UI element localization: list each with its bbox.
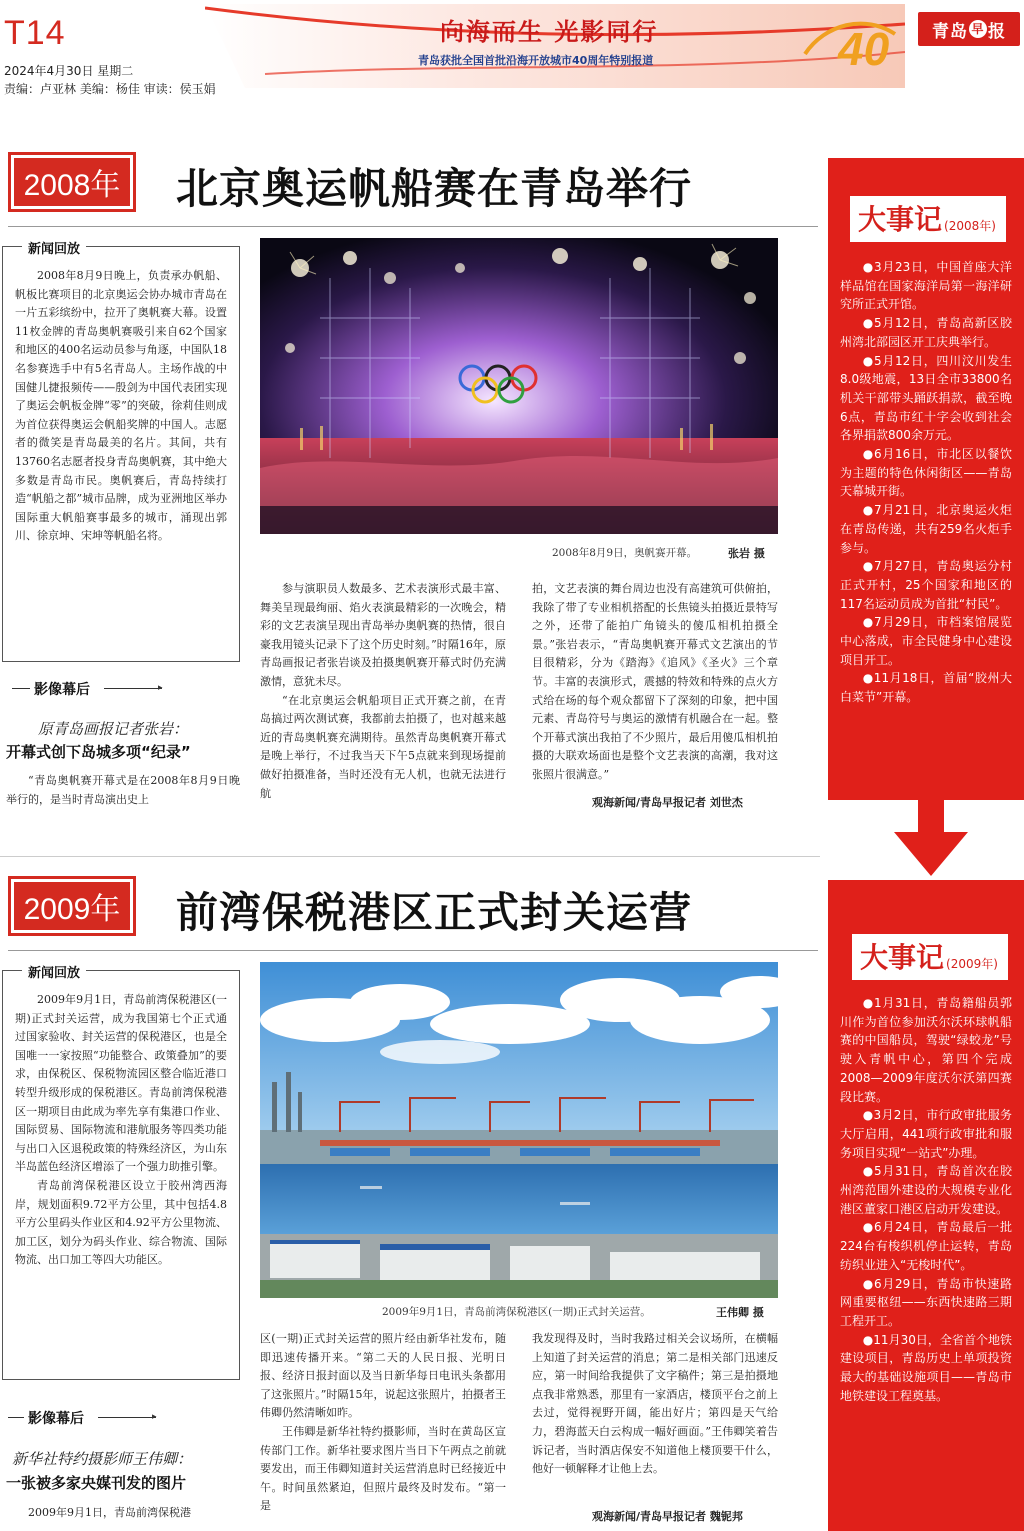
news-review-box — [2, 970, 240, 1380]
news-review-label: 新闻回放 — [22, 238, 86, 257]
interviewee-title: 原青岛画报记者张岩： — [38, 720, 189, 738]
opening-ceremony-photo — [260, 238, 778, 534]
chronicle-event: ●3月23日，中国首座大洋样品馆在国家海洋局第一海洋研究所正式开馆。 — [840, 260, 1012, 312]
photo-credit-2008: 张岩 摄 — [728, 547, 765, 560]
chronicle-event: ●7月21日，北京奥运火炬在青岛传递，共有259名火炬手参与。 — [840, 503, 1012, 555]
arrow-right-icon: ▸ — [158, 683, 163, 693]
chronicle-event: ●5月12日，四川汶川发生8.0级地震，13日全市33800名机关干部带头踊跃捐款，截至晚6点，青岛市红十字会收到社会各界捐款800余万元。 — [840, 353, 1012, 443]
chronicle-event: ●6月16日，市北区以餐饮为主题的特色休闲街区——青岛天幕城开街。 — [840, 447, 1012, 499]
interview-intro: 2009年9月1日，青岛前湾保税港 — [28, 1506, 191, 1519]
year-badge-2009 — [8, 876, 136, 936]
news-review-label: 新闻回放 — [22, 962, 86, 981]
article-column-2-2009: 我发现得及时，当时我路过相关会议场所，在横幅上知道了封关运营的消息；第二是相关部门迅速反应，第一时间给我提供了文字稿件；第三是拍摄地点我非常熟悉，那里有一家酒店，楼顶平台之前上去过，觉得视野开阔，能出好片；第四是天气给力，碧海蓝天白云构成一幅好画面。”王伟卿笑着告诉记者，当时酒店保安不知道他上楼顶要干什么，他好一顿解释才让他上去。 — [532, 1332, 778, 1476]
interview-headline: 一张被多家央媒刊发的图片 — [6, 1474, 187, 1492]
chronicle-events — [840, 258, 1012, 707]
chronicle-year: (2008年) — [944, 219, 996, 233]
staff-credits: 责编：卢亚林 美编：杨佳 审读：侯玉娟 — [4, 82, 216, 96]
chronicle-title-box — [850, 932, 1010, 982]
behind-scenes-label: 影像幕后 — [28, 1411, 84, 1427]
divider — [98, 1417, 156, 1418]
chronicle-event: ●3月2日，市行政审批服务大厅启用，441项行政审批和服务项目实现“一站式”办理。 — [840, 1108, 1012, 1160]
chronicle-title-box — [848, 194, 1008, 244]
logo-mark: 早 — [969, 20, 987, 38]
dateline: 2024年4月30日 星期二 — [4, 64, 134, 78]
divider — [8, 950, 818, 951]
logo-text-pre: 青岛 — [932, 21, 968, 42]
divider — [8, 1417, 24, 1418]
photo-caption-2009: 2009年9月1日，青岛前湾保税港区(一期)正式封关运营。 — [382, 1306, 651, 1318]
photo-credit-2009: 王伟卿 摄 — [716, 1306, 764, 1319]
arrow-right-icon: ▸ — [152, 1412, 157, 1422]
article-column-2-2008: 拍，文艺表演的舞台周边也没有高建筑可供俯拍，我除了带了专业相机搭配的长焦镜头拍摄近景特写之外，还带了能拍广角镜头的傻瓜相机拍摄全景。”张岩表示，“青岛奥帆赛开幕式文艺演出的节目很精彩，分为《踏海》《追风》《圣火》三个章节。丰富的表演形式，震撼的特效和特殊的点火方式给在场的每个观众都留下了深刻的印象，把中国元素、青岛符号与奥运的激情有机融合在一起。整个开幕式演出我拍了不少照片，最后用傻瓜相机拍摄的大联欢场面也是整个文艺表演的高潮，我对这张照片很满意。” — [532, 582, 778, 781]
chronicle-event: ●5月31日，青岛首次在胶州湾范围外建设的大规模专业化港区董家口港区启动开发建设。 — [840, 1164, 1012, 1216]
divider — [8, 226, 818, 227]
chronicle-event: ●7月27日，青岛奥运分村正式开村，25个国家和地区的117名运动员成为首批“村民”。 — [840, 559, 1012, 611]
chronicle-year: (2009年) — [946, 957, 998, 971]
article-column-1-2009: 区(一期)正式封关运营的照片经由新华社发布，随即迅速传播开来。“第二天的人民日报、光明日报、经济日报封面以及当日新华每日电讯头条都用了这张照片。”时隔15年，说起这张照片，拍摄者王伟卿仍然清晰如昨。 王伟卿是新华社特约摄影师，当时在黄岛区宣传部门工作。新华社要求图片当日下午两点之前就要发出，而王伟卿知道封关运营消息时已经接近中午。时间虽然紧迫，但照片最终及时发布。“第一是 — [260, 1332, 506, 1513]
interview-headline: 开幕式创下岛城多项“纪录” — [6, 743, 191, 761]
anniversary-badge: 40 — [838, 23, 890, 75]
byline-2008: 观海新闻/青岛早报记者 刘世杰 — [592, 796, 743, 809]
banner-title: 向海而生 光影同行 — [440, 18, 659, 46]
divider — [12, 688, 30, 689]
page-number: T14 — [4, 14, 66, 52]
chronicle-events — [840, 994, 1012, 1405]
news-review-box — [2, 246, 240, 662]
chronicle-event: ●7月29日，市档案馆展览中心落成，市全民健身中心建设项目开工。 — [840, 615, 1012, 667]
interview-intro: “青岛奥帆赛开幕式是在2008年8月9日晚举行的，是当时青岛演出史上 — [6, 774, 240, 806]
bonded-port-photo — [260, 962, 778, 1298]
year-badge-2008 — [8, 152, 136, 212]
article-column-1-2008: 参与演职员人数最多、艺术表演形式最丰富、舞美呈现最绚丽、焰火表演最精彩的一次晚会，精彩的文艺表演呈现出青岛举办奥帆赛的热情，很自豪我用镜头记录下了这个历史时刻。”时隔16年，原青岛画报记者张岩谈及拍摄奥帆赛开幕式时仍充满激情，意犹未尽。 “在北京奥运会帆船项目正式开赛之前，在青岛搞过两次测试赛，我都前去拍摄了，也对越来越近的青岛奥帆赛充满期待。虽然青岛奥帆赛开幕式是晚上举行，不过我当天下午5点就来到现场提前做好拍摄准备，当时还没有无人机，也就无法进行航 — [260, 582, 506, 800]
year-text: 2008年 — [14, 158, 130, 206]
headline-2008: 北京奥运帆船赛在青岛举行 — [176, 164, 693, 213]
photo-caption-2008: 2008年8月9日，奥帆赛开幕。 — [552, 547, 698, 559]
chronicle-event: ●5月12日，青岛高新区胶州湾北部园区开工庆典举行。 — [840, 316, 1012, 349]
chronicle-sidebar-2008 — [828, 158, 1024, 800]
banner-subtitle: 青岛获批全国首批沿海开放城市40周年特别报道 — [418, 54, 654, 67]
interviewee-title: 新华社特约摄影师王伟卿： — [12, 1450, 193, 1468]
chronicle-event: ●11月18日，首届“胶州大白菜节”开幕。 — [840, 671, 1012, 705]
divider — [104, 688, 162, 689]
chronicle-title: 大事记 — [860, 941, 945, 974]
news-review-text: 2008年8月9日晚上，负责承办帆船、帆板比赛项目的北京奥运会协办城市青岛在一片五彩缤纷中，拉开了奥帆赛大幕。设置11枚金牌的青岛奥帆赛吸引来自62个国家和地区的400名运动员参与角逐，中国队18名参赛选手中有5名青岛人。主场作战的中国健儿捷报频传——殷剑为中国代表团实现了奥运会帆板金牌“零”的突破，徐莉佳则成为首位获得奥运会帆船奖牌的中国人。志愿者的微笑是青岛最美的名片。其间，共有13760名志愿者投身青岛奥帆赛，其中绝大多数是青岛市民。奥帆赛后，青岛持续打造“帆船之都”城市品牌，成为亚洲地区举办国际重大帆船赛事最多的城市，涌现出郭川、徐京坤、宋坤等帆船名将。 — [15, 269, 227, 543]
arrow-down-icon — [894, 800, 968, 876]
headline-2009: 前湾保税港区正式封关运营 — [176, 888, 693, 937]
year-text: 2009年 — [14, 882, 130, 930]
news-review-text: 2009年9月1日，青岛前湾保税港区(一期)正式封关运营，成为我国第七个正式通过国家验收、封关运营的保税港区，也是全国唯一一家按照“功能整合、政策叠加”的要求，由保税区、保税物流园区整合临近港口转型升级形成的保税港区。青岛前湾保税港区一期项目由此成为率先享有集港口作业、国际贸易、国际物流和港航服务等四类功能与出口入区退税政策的特殊经济区，为山东半岛蓝色经济区增添了一个强力助推引擎。 青岛前湾保税港区设立于胶州湾西海岸，规划面积9.72平方公里，其中包括4.8平方公里码头作业区和4.92平方公里物流、加工区，划分为码头作业、综合物流、国际物流、出口加工等四大功能区。 — [15, 993, 227, 1267]
chronicle-event: ●1月31日，青岛籍船员郭川作为首位参加沃尔沃环球帆船赛的中国船员，驾驶“绿蛟龙”号驶入青帆中心，第四个完成2008—2009年度沃尔沃第四赛段比赛。 — [840, 996, 1012, 1104]
byline-2009: 观海新闻/青岛早报记者 魏铌邦 — [592, 1510, 743, 1523]
newspaper-logo — [918, 12, 1020, 46]
behind-scenes-label: 影像幕后 — [34, 682, 90, 698]
chronicle-title: 大事记 — [858, 203, 943, 236]
divider — [0, 856, 820, 857]
chronicle-event: ●6月29日，青岛市快速路网重要枢纽——东西快速路三期工程开工。 — [840, 1276, 1012, 1328]
logo-text-post: 报 — [988, 21, 1006, 42]
chronicle-event: ●11月30日，全省首个地铁建设项目，青岛历史上单项投资最大的基础设施项目——青岛市地铁建设工程奠基。 — [840, 1332, 1012, 1403]
chronicle-sidebar-2009 — [828, 880, 1024, 1531]
chronicle-event: ●6月24日，青岛最后一批224台有梭织机停止运转，青岛纺织业进入“无梭时代”。 — [840, 1220, 1012, 1272]
